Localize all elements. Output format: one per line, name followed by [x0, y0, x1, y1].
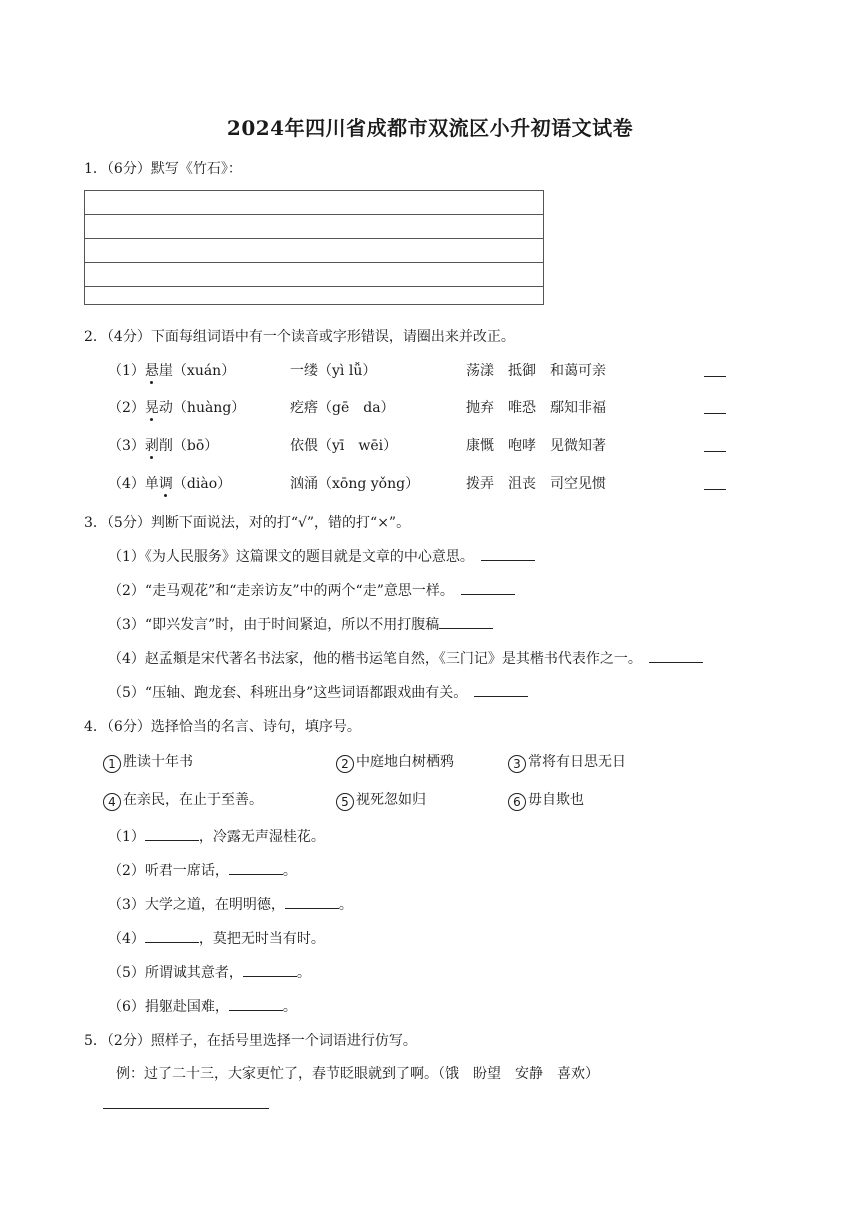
q3-item-2: （2）“走马观花”和“走亲访友”中的两个“走”意思一样。 [108, 580, 515, 600]
q4-item-3-blank[interactable] [285, 894, 339, 909]
q2-row-4: （4）单调（diào） [108, 476, 232, 492]
q3-item-3-blank[interactable] [439, 614, 493, 629]
q4-item-5-blank[interactable] [243, 962, 297, 977]
q2-row-3-answer-blank[interactable] [704, 437, 726, 456]
q4-item-2: （2）听君一席话， 。 [108, 860, 297, 880]
q5-example: 例：过了二十三，大家更忙了，春节眨眼就到了啊。（饿 盼望 安静 喜欢） [116, 1066, 599, 1082]
question-4-stem: 4．（6分）选择恰当的名言、诗句，填序号。 [84, 719, 361, 735]
q2-row-4-word-3: 拨弄 沮丧 司空见惯 [466, 476, 606, 492]
writing-grid[interactable] [84, 190, 544, 305]
q4-item-4-blank[interactable] [145, 928, 199, 943]
circled-number: 6 [508, 793, 526, 811]
grid-line [85, 214, 543, 215]
q4-item-6: （6）捐躯赴国难， 。 [108, 996, 297, 1016]
q4-option-3: 3 常将有日思无日 [508, 751, 626, 773]
q2-row-2-answer-blank[interactable] [704, 399, 726, 418]
q3-item-5-blank[interactable] [474, 682, 528, 697]
question-5-stem: 5．（2分）照样子，在括号里选择一个词语进行仿写。 [84, 1033, 417, 1049]
q2-row-2-word-2: 疙瘩（gē da） [290, 400, 395, 416]
question-2-stem: 2．（4分）下面每组词语中有一个读音或字形错误，请圈出来并改正。 [84, 329, 515, 345]
page-title: 2024年四川省成都市双流区小升初语文试卷 [226, 116, 634, 140]
circled-number: 2 [336, 755, 354, 773]
q2-row-4-answer-blank[interactable] [704, 475, 726, 494]
q4-option-6: 6 毋自欺也 [508, 789, 584, 811]
q4-item-4: （4） ，莫把无时当有时。 [108, 928, 325, 948]
q4-item-5: （5）所谓诚其意者， 。 [108, 962, 311, 982]
grid-line [85, 238, 543, 239]
q2-row-3-word-2: 依偎（yī wēi） [290, 438, 398, 454]
q4-item-2-blank[interactable] [229, 860, 283, 875]
q2-row-1-answer-blank[interactable] [704, 362, 726, 381]
q2-row-3: （3）剥削（bō） [108, 438, 219, 454]
question-1-stem: 1．（6分）默写《竹石》： [84, 161, 242, 177]
q3-item-3: （3）“即兴发言”时，由于时间紧迫，所以不用打腹稿 [108, 614, 493, 634]
circled-number: 3 [508, 755, 526, 773]
q4-item-1: （1） ，冷露无声湿桂花。 [108, 826, 325, 846]
q4-item-3: （3）大学之道，在明明德， 。 [108, 894, 353, 914]
q3-item-5: （5）“压轴、跑龙套、科班出身”这些词语都跟戏曲有关。 [108, 682, 528, 702]
q3-item-1-blank[interactable] [481, 546, 535, 561]
q3-item-2-blank[interactable] [461, 580, 515, 595]
q4-item-1-blank[interactable] [145, 826, 199, 841]
q3-item-4-blank[interactable] [649, 648, 703, 663]
q2-row-2: （2）晃动（huàng） [108, 400, 246, 416]
q2-row-1-word-2: 一缕（yì lǚ） [290, 363, 377, 379]
q4-option-5: 5 视死忽如归 [336, 789, 426, 811]
q2-row-3-word-3: 康慨 咆哮 见微知著 [466, 438, 606, 454]
grid-line [85, 262, 543, 263]
q3-item-4: （4）赵孟頫是宋代著名书法家，他的楷书运笔自然，《三门记》是其楷书代表作之一。 [108, 648, 703, 668]
q3-item-1: （1）《为人民服务》这篇课文的题目就是文章的中心意思。 [108, 546, 535, 566]
q2-row-2-word-3: 抛弃 唯恐 鄢知非福 [466, 400, 606, 416]
grid-line [85, 286, 543, 287]
q4-item-6-blank[interactable] [229, 996, 283, 1011]
circled-number: 4 [103, 793, 121, 811]
q4-option-1: 1 胜读十年书 [103, 751, 193, 773]
q4-option-2: 2 中庭地白树栖鸦 [336, 751, 454, 773]
question-3-stem: 3．（5分）判断下面说法，对的打“√”，错的打“×”。 [84, 515, 411, 531]
q2-row-1-word-3: 荡漾 抵御 和蔼可亲 [466, 363, 606, 379]
q2-row-4-word-2: 汹涌（xōng yǒng） [290, 476, 420, 492]
circled-number: 1 [103, 755, 121, 773]
circled-number: 5 [336, 793, 354, 811]
q5-answer-line[interactable] [103, 1108, 269, 1109]
q4-option-4: 4 在亲民，在止于至善。 [103, 789, 263, 811]
q2-row-1: （1）悬崖（xuán） [108, 363, 236, 379]
